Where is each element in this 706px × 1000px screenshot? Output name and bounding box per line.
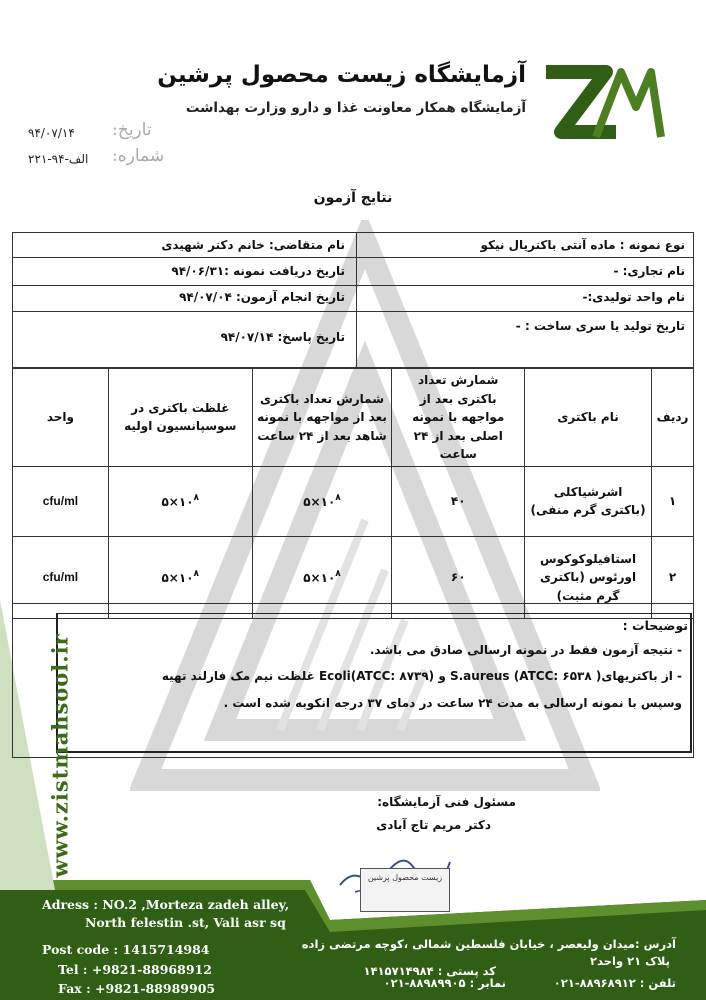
header-bacteria: نام باکتری bbox=[525, 369, 652, 467]
note-line-3: وسپس با نمونه ارسالی به مدت ۲۴ ساعت در دمای ۳۷ درجه انکوبه شده است . bbox=[223, 696, 682, 710]
bacteria-name: استافیلوکوکوس bbox=[540, 551, 637, 566]
stamp-text: زیست محصول پرشین bbox=[367, 873, 443, 882]
results-table bbox=[12, 368, 694, 619]
header-unit: واحد bbox=[13, 369, 109, 467]
producer: نام واحد تولیدی:- bbox=[582, 290, 685, 304]
control-exponent: ۸ bbox=[335, 568, 341, 579]
postcode-fa: کد پستی : ۱۴۱۵۷۱۴۹۸۴ bbox=[363, 964, 496, 978]
note-line-1: - نتیجه آزمون فقط در نمونه ارسالی صادق می باشد. bbox=[369, 643, 682, 657]
website: www.zistmahsool.ir bbox=[47, 633, 73, 878]
header-control-count: شمارش تعداد باکتری بعد از مواجهه با نمونه شاهد بعد از ۲۴ ساعت bbox=[252, 369, 392, 467]
note-line-2: - از باکتریهای( ATCC: ۶۵۳۸) S.aureus و Ecoli(ATCC: ۸۷۳۹) غلظت نیم مک فارلند تهیه bbox=[161, 669, 682, 683]
initial-exponent: ۸ bbox=[193, 568, 200, 579]
bacteria-note: (باکتری گرم منفی) bbox=[530, 503, 646, 518]
date-label: تاریخ: bbox=[112, 120, 152, 140]
main-count: ۴۰ bbox=[392, 466, 525, 536]
production-date: تاریخ تولید یا سری ساخت : - bbox=[515, 319, 685, 333]
table-header-row bbox=[13, 369, 694, 467]
test-date: تاریخ انجام آزمون: ۹۴/۰۷/۰۴ bbox=[179, 290, 345, 304]
address-fa-line2: پلاک ۲۱ واحد۲ bbox=[590, 954, 670, 968]
row-index: ۱ bbox=[652, 466, 694, 536]
notes-title: توضیحات : bbox=[622, 618, 688, 633]
response-date: تاریخ پاسخ: ۹۴/۰۷/۱۴ bbox=[220, 330, 345, 344]
control-count: ۵×۱۰ bbox=[303, 494, 336, 509]
fax-fa: نمابر : ۸۸۹۸۹۹۰۵-۰۲۱ bbox=[383, 976, 506, 990]
control-count-cell bbox=[252, 466, 392, 536]
tel-fa: تلفن : ۸۸۹۶۸۹۱۲-۰۲۱ bbox=[553, 976, 676, 990]
address-fa-line1: آدرس :میدان ولیعصر ، خیابان فلسطین شمالی ،کوچه مرتضی زاده bbox=[301, 937, 676, 951]
number-label: شماره: bbox=[112, 146, 165, 166]
sample-type: نوع نمونه : ماده آنتی باکتریال نیکو bbox=[480, 238, 685, 252]
zmp-logo bbox=[536, 52, 666, 152]
applicant: نام متقاضی: خانم دکتر شهیدی bbox=[161, 238, 345, 252]
unit: cfu/ml bbox=[13, 466, 109, 536]
table-row bbox=[13, 466, 694, 536]
document-title: نتایج آزمون bbox=[313, 190, 393, 206]
address-en-line1: Adress : NO.2 ,Morteza zadeh alley, bbox=[42, 897, 290, 912]
date-value: ۹۴/۰۷/۱۴ bbox=[28, 126, 75, 140]
lab-subtitle: آزمایشگاه همکار معاونت غذا و دارو وزارت بهداشت bbox=[185, 100, 526, 116]
initial-conc: ۵×۱۰ bbox=[161, 570, 194, 585]
notes-frame bbox=[56, 613, 692, 753]
address-en-line2: North felestin .st, Vali asr sq bbox=[85, 915, 286, 930]
signature-name: دکتر مریم تاج آبادی bbox=[376, 818, 491, 832]
bacteria-note: اورئوس (باکتری گرم مثبت) bbox=[540, 570, 637, 603]
main-count: ۶۰ bbox=[392, 536, 525, 618]
lab-name: آزمایشگاه زیست محصول پرشین bbox=[157, 62, 526, 88]
bacteria-cell bbox=[525, 466, 652, 536]
control-count: ۵×۱۰ bbox=[303, 570, 336, 585]
bacteria-name: اشرشیاکلی bbox=[553, 484, 623, 499]
fax-en: Fax : +9821-88989905 bbox=[58, 981, 216, 996]
receipt-date: تاریخ دریافت نمونه :۹۴/۰۶/۳۱ bbox=[171, 264, 345, 278]
header-main-count: شمارش تعداد باکتری بعد از مواجهه با نمونه اصلی بعد از ۲۴ ساعت bbox=[392, 369, 525, 467]
initial-conc-cell bbox=[108, 466, 252, 536]
initial-exponent: ۸ bbox=[193, 492, 200, 503]
info-box bbox=[12, 232, 694, 368]
signature-title: مسئول فنی آزمایشگاه: bbox=[377, 795, 516, 809]
header-row-index: ردیف bbox=[652, 369, 694, 467]
postcode-en: Post code : 1415714984 bbox=[42, 942, 210, 957]
number-value: ۲۲۱-الف-۹۴ bbox=[28, 152, 89, 166]
lab-stamp bbox=[360, 868, 450, 912]
unit: cfu/ml bbox=[13, 536, 109, 618]
control-exponent: ۸ bbox=[335, 492, 341, 503]
initial-conc: ۵×۱۰ bbox=[161, 494, 194, 509]
trade-name: نام تجاری: - bbox=[613, 264, 685, 278]
tel-en: Tel : +9821-88968912 bbox=[58, 962, 212, 977]
row-index: ۲ bbox=[652, 536, 694, 618]
header-initial-conc: غلظت باکتری در سوسپانسیون اولیه bbox=[108, 369, 252, 467]
